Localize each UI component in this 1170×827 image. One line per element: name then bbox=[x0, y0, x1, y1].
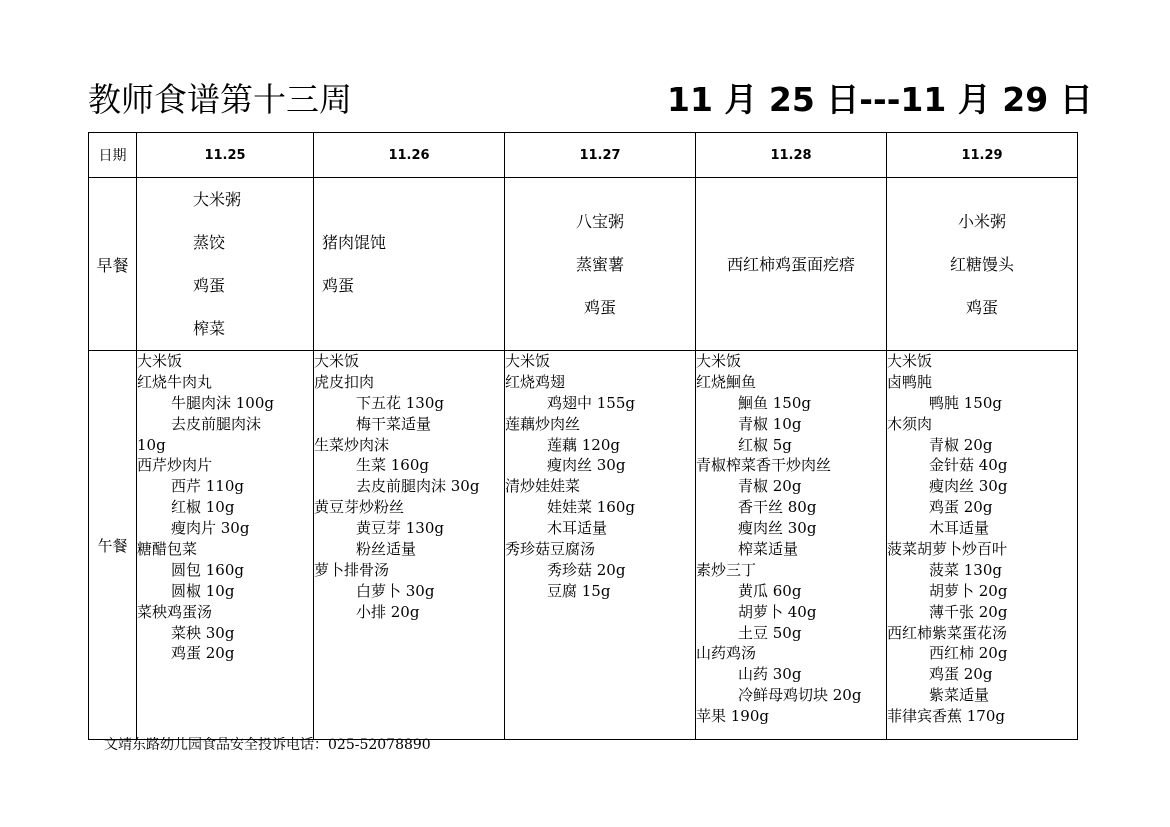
ingredient-item: 木耳适量 bbox=[929, 519, 990, 538]
dish-item: 红烧牛肉丸 bbox=[137, 372, 213, 391]
ingredient-item: 土豆 50g bbox=[738, 623, 802, 642]
ingredient-item: 鸡蛋 20g bbox=[929, 665, 993, 684]
date-label: 日期 bbox=[89, 133, 137, 178]
ingredient-item: 去皮前腿肉沫 bbox=[171, 414, 262, 433]
dish-item: 萝卜排骨汤 bbox=[314, 560, 390, 579]
menu-item: 猪肉馄饨 bbox=[322, 233, 387, 252]
ingredient-item: 去皮前腿肉沫 30g bbox=[356, 477, 480, 496]
ingredient-item: 下五花 130g bbox=[356, 393, 445, 412]
page-title: 教师食谱第十三周 bbox=[88, 80, 352, 119]
ingredient-item: 金针菇 40g bbox=[929, 456, 1008, 475]
lunch-cell bbox=[696, 351, 887, 740]
dish-item: 菲律宾香蕉 170g bbox=[887, 707, 1006, 726]
dish-item: 红烧鮰鱼 bbox=[696, 372, 757, 391]
dish-item: 秀珍菇豆腐汤 bbox=[505, 540, 596, 559]
dish-item: 清炒娃娃菜 bbox=[505, 477, 581, 496]
ingredient-item: 西红柿 20g bbox=[929, 644, 1008, 663]
ingredient-item: 红椒 10g bbox=[171, 498, 235, 517]
ingredient-item: 黄瓜 60g bbox=[738, 581, 802, 600]
ingredient-item: 胡萝卜 40g bbox=[738, 602, 817, 621]
ingredient-item: 豆腐 15g bbox=[547, 581, 611, 600]
ingredient-item: 梅干菜适量 bbox=[356, 414, 432, 433]
menu-item: 榨菜 bbox=[193, 319, 226, 338]
ingredient-item: 青椒 20g bbox=[929, 435, 993, 454]
ingredient-item: 紫菜适量 bbox=[929, 686, 990, 705]
ingredient-item: 生菜 160g bbox=[356, 456, 430, 475]
ingredient-item: 鸡翅中 155g bbox=[547, 393, 636, 412]
dish-item: 菜秧鸡蛋汤 bbox=[137, 602, 213, 621]
menu-item: 鸡蛋 bbox=[583, 297, 616, 317]
ingredient-item: 粉丝适量 bbox=[356, 540, 417, 559]
ingredient-item: 秀珍菇 20g bbox=[547, 560, 626, 579]
breakfast-row bbox=[89, 178, 1078, 351]
date-cell: 11.29 bbox=[887, 133, 1078, 178]
ingredient-item: 冷鲜母鸡切块 20g bbox=[738, 686, 862, 705]
breakfast-cell bbox=[696, 178, 887, 351]
menu-item: 小米粥 bbox=[957, 211, 1006, 231]
ingredient-item: 青椒 10g bbox=[738, 414, 802, 433]
menu-item: 八宝粥 bbox=[575, 211, 624, 231]
dish-item: 西红柿紫菜蛋花汤 bbox=[887, 623, 1008, 642]
ingredient-item: 西芹 110g bbox=[171, 477, 245, 496]
menu-item: 大米粥 bbox=[193, 190, 242, 209]
dish-item: 山药鸡汤 bbox=[696, 644, 757, 663]
dish-item: 生菜炒肉沫 bbox=[314, 435, 390, 454]
ingredient-item: 木耳适量 bbox=[547, 519, 608, 538]
ingredient-item: 菠菜 130g bbox=[929, 560, 1003, 579]
dish-item: 西芹炒肉片 bbox=[137, 456, 213, 475]
dish-item: 卤鸭肫 bbox=[887, 372, 933, 391]
ingredient-item: 薄千张 20g bbox=[929, 602, 1008, 621]
ingredient-item: 菜秧 30g bbox=[171, 623, 235, 642]
ingredient-item: 瘦肉丝 30g bbox=[929, 477, 1008, 496]
lunch-cell bbox=[887, 351, 1078, 740]
menu-item: 鸡蛋 bbox=[322, 276, 355, 295]
ingredient-item: 瘦肉丝 30g bbox=[738, 519, 817, 538]
dish-item: 大米饭 bbox=[887, 352, 933, 370]
date-cell: 11.27 bbox=[505, 133, 696, 178]
ingredient-item: 牛腿肉沫 100g bbox=[171, 393, 275, 412]
menu-item: 蒸蜜薯 bbox=[575, 254, 624, 274]
ingredient-item: 香干丝 80g bbox=[738, 498, 817, 517]
menu-item: 红糖馒头 bbox=[949, 254, 1014, 274]
lunch-cell bbox=[505, 351, 696, 740]
dish-item: 大米饭 bbox=[696, 352, 742, 370]
breakfast-cell bbox=[314, 178, 505, 351]
ingredient-item: 红椒 5g bbox=[738, 435, 792, 454]
dish-item: 菠菜胡萝卜炒百叶 bbox=[887, 540, 1008, 559]
ingredient-item: 莲藕 120g bbox=[547, 435, 621, 454]
ingredient-item: 圆椒 10g bbox=[171, 581, 235, 600]
date-cell: 11.26 bbox=[314, 133, 505, 178]
dish-item: 大米饭 bbox=[314, 352, 360, 370]
ingredient-item: 娃娃菜 160g bbox=[547, 498, 636, 517]
ingredient-item: 鸭肫 150g bbox=[929, 393, 1003, 412]
dish-item: 大米饭 bbox=[505, 352, 551, 370]
ingredient-item: 鸡蛋 20g bbox=[929, 498, 993, 517]
dish-item: 红烧鸡翅 bbox=[505, 372, 566, 391]
breakfast-cell bbox=[887, 178, 1078, 351]
dish-item: 大米饭 bbox=[137, 352, 183, 370]
menu-item: 鸡蛋 bbox=[193, 276, 226, 295]
dish-item: 糖醋包菜 bbox=[137, 540, 198, 559]
dish-item: 莲藕炒肉丝 bbox=[505, 414, 581, 433]
dish-item: 黄豆芽炒粉丝 bbox=[314, 498, 405, 517]
ingredient-item: 胡萝卜 20g bbox=[929, 581, 1008, 600]
breakfast-cell bbox=[505, 178, 696, 351]
ingredient-item: 青椒 20g bbox=[738, 477, 802, 496]
lunch-cell bbox=[137, 351, 314, 740]
date-header-row bbox=[89, 133, 1078, 178]
ingredient-item: 瘦肉丝 30g bbox=[547, 456, 626, 475]
breakfast-label: 早餐 bbox=[89, 178, 137, 351]
date-range: 11 月 25 日---11 月 29 日 bbox=[667, 80, 1093, 119]
date-cell: 11.25 bbox=[137, 133, 314, 178]
ingredient-item: 鮰鱼 150g bbox=[738, 393, 812, 412]
ingredient-item: 鸡蛋 20g bbox=[171, 644, 235, 663]
lunch-row bbox=[89, 351, 1078, 740]
dish-item: 素炒三丁 bbox=[696, 560, 757, 579]
menu-item: 西红柿鸡蛋面疙瘩 bbox=[726, 254, 855, 274]
lunch-cell bbox=[314, 351, 505, 740]
menu-item: 蒸饺 bbox=[193, 233, 226, 252]
ingredient-item: 瘦肉片 30g bbox=[171, 519, 250, 538]
ingredient-item: 白萝卜 30g bbox=[356, 581, 435, 600]
ingredient-item: 小排 20g bbox=[356, 602, 420, 621]
lunch-label: 午餐 bbox=[89, 351, 137, 740]
dish-item: 青椒榨菜香干炒肉丝 bbox=[696, 456, 832, 475]
menu-table bbox=[88, 132, 1078, 740]
dish-item: 虎皮扣肉 bbox=[314, 372, 375, 391]
breakfast-cell bbox=[137, 178, 314, 351]
dish-item: 木须肉 bbox=[887, 414, 933, 433]
dish-item: 苹果 190g bbox=[696, 707, 770, 726]
ingredient-item: 圆包 160g bbox=[171, 560, 245, 579]
ingredient-item: 山药 30g bbox=[738, 665, 802, 684]
menu-item: 鸡蛋 bbox=[965, 297, 998, 317]
ingredient-item: 黄豆芽 130g bbox=[356, 519, 445, 538]
ingredient-item: 榨菜适量 bbox=[738, 540, 799, 559]
dish-item: 10g bbox=[137, 435, 166, 454]
footer-complaint-phone: 文靖东路幼儿园食品安全投诉电话：025-52078890 bbox=[104, 737, 431, 753]
date-cell: 11.28 bbox=[696, 133, 887, 178]
